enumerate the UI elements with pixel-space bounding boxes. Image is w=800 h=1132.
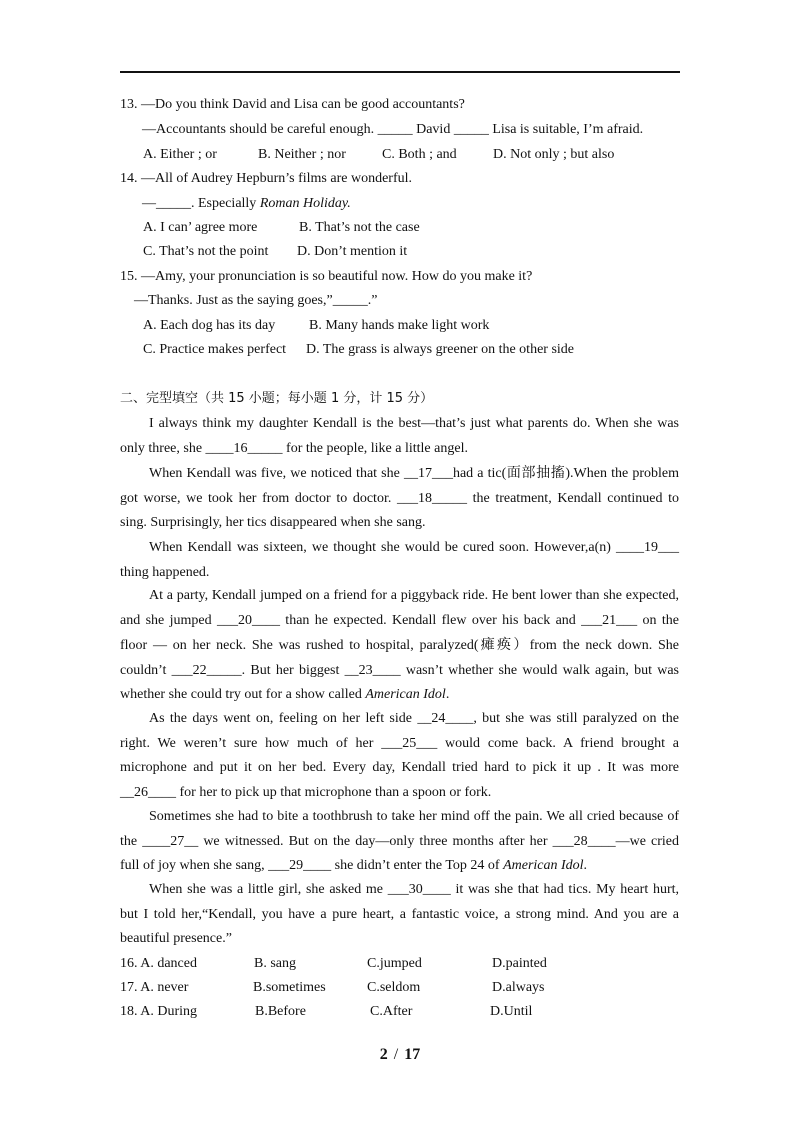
q15-option-d: D. The grass is always greener on the other side (306, 342, 574, 357)
q16-option-b: B. sang (254, 956, 296, 971)
passage-line (120, 857, 587, 875)
header-rule (120, 71, 680, 73)
passage-text: . (445, 687, 450, 702)
show-title: American Idol (503, 858, 584, 873)
passage-line (120, 686, 449, 704)
q18-option-c: C.After (370, 1004, 413, 1019)
q13-stem: 13. —Do you think David and Lisa can be good accountants? (120, 97, 465, 112)
passage-line: thing happened. (120, 565, 210, 580)
q14-option-d: D. Don’t mention it (297, 244, 408, 259)
passage-line: __26____ for her to pick up that microphone than a spoon or fork. (120, 785, 492, 800)
page-separator: / (393, 1046, 399, 1063)
section-heading: 二、完型填空（共 15 小题；每小题 1 分，计 15 分） (120, 391, 434, 406)
q13-option-a: A. Either ; or (143, 147, 217, 162)
q17-option-b: B.sometimes (253, 980, 326, 995)
q15-option-b: B. Many hands make light work (309, 318, 490, 333)
q16-option-c: C.jumped (367, 956, 422, 971)
q14-reply (142, 195, 351, 213)
q14-reply-title: Roman Holiday. (259, 196, 351, 211)
q16-option-d: D.painted (492, 956, 547, 971)
passage-text: . (583, 858, 588, 873)
q13-option-d: D. Not only ; but also (493, 147, 615, 162)
passage-line: got worse, we took her from doctor to doctor. ___18_____ the treatment, Kendall continued to (120, 491, 679, 506)
passage-line: and she jumped ___20____ than he expected. Kendall flew over his back and ___21___ on the (120, 613, 679, 628)
passage-line: floor — on her neck. She was rushed to hospital, paralyzed(瘫痪）from the neck down. She (120, 638, 679, 653)
q17-option-a: 17. A. never (120, 980, 189, 995)
q18-option-b: B.Before (255, 1004, 306, 1019)
show-title: American Idol (365, 687, 446, 702)
page-number (0, 1046, 800, 1064)
q14-reply-text: —_____. Especially (142, 196, 260, 211)
q15-option-c: C. Practice makes perfect (143, 342, 287, 357)
passage-line: At a party, Kendall jumped on a friend for a piggyback ride. He bent lower than she expected, (149, 588, 679, 603)
passage-line: When Kendall was five, we noticed that she __17___had a tic(面部抽搐).When the problem (149, 466, 679, 481)
q17-option-d: D.always (492, 980, 545, 995)
q17-option-c: C.seldom (367, 980, 421, 995)
passage-line: right. We weren’t sure how much of her ___25___ would come back. A friend brought a (120, 736, 679, 751)
q14-option-c: C. That’s not the point (143, 244, 269, 259)
q13-reply: —Accountants should be careful enough. _____ David _____ Lisa is suitable, I’m afraid. (142, 122, 644, 137)
passage-line: but I told her,“Kendall, you have a pure heart, a fantastic voice, a strong mind. And you are a (120, 907, 679, 922)
passage-line: I always think my daughter Kendall is the best—that’s just what parents do. When she was (149, 416, 679, 431)
q15-reply: —Thanks. Just as the saying goes,”_____.” (134, 293, 378, 308)
passage-line: the ____27__ we witnessed. But on the day—only three months after her ___28____—we cried (120, 834, 679, 849)
passage-text: full of joy when she sang, ___29____ she didn’t enter the Top 24 of (120, 858, 504, 873)
q15-option-a: A. Each dog has its day (143, 318, 276, 333)
q15-stem: 15. —Amy, your pronunciation is so beautiful now. How do you make it? (120, 269, 533, 284)
q13-option-c: C. Both ; and (382, 147, 457, 162)
q18-option-d: D.Until (490, 1004, 533, 1019)
passage-line: When Kendall was sixteen, we thought she would be cured soon. However,a(n) ____19___ (149, 540, 679, 555)
passage-line: Sometimes she had to bite a toothbrush to take her mind off the pain. We all cried because of (149, 809, 679, 824)
passage-line: only three, she ____16_____ for the people, like a little angel. (120, 441, 468, 456)
page-total: 17 (404, 1046, 421, 1063)
passage-line: beautiful presence.” (120, 931, 232, 946)
passage-text: whether she could try out for a show called (120, 687, 366, 702)
passage-line: microphone and put it on her bed. Every day, Kendall tried hard to pick it up . It was more (120, 760, 679, 775)
passage-line: couldn’t ___22_____. But her biggest __23____ wasn’t whether she would walk again, but was (120, 663, 679, 678)
q13-option-b: B. Neither ; nor (258, 147, 346, 162)
q14-option-b: B. That’s not the case (299, 220, 420, 235)
q18-option-a: 18. A. During (120, 1004, 197, 1019)
q16-option-a: 16. A. danced (120, 956, 197, 971)
page-current: 2 (379, 1046, 388, 1063)
q14-option-a: A. I can’ agree more (143, 220, 258, 235)
q14-stem: 14. —All of Audrey Hepburn’s films are wonderful. (120, 171, 412, 186)
passage-line: sing. Surprisingly, her tics disappeared when she sang. (120, 515, 426, 530)
passage-line: As the days went on, feeling on her left side __24____, but she was still paralyzed on the (149, 711, 679, 726)
passage-line: When she was a little girl, she asked me ___30____ it was she that had tics. My heart hurt, (149, 882, 679, 897)
